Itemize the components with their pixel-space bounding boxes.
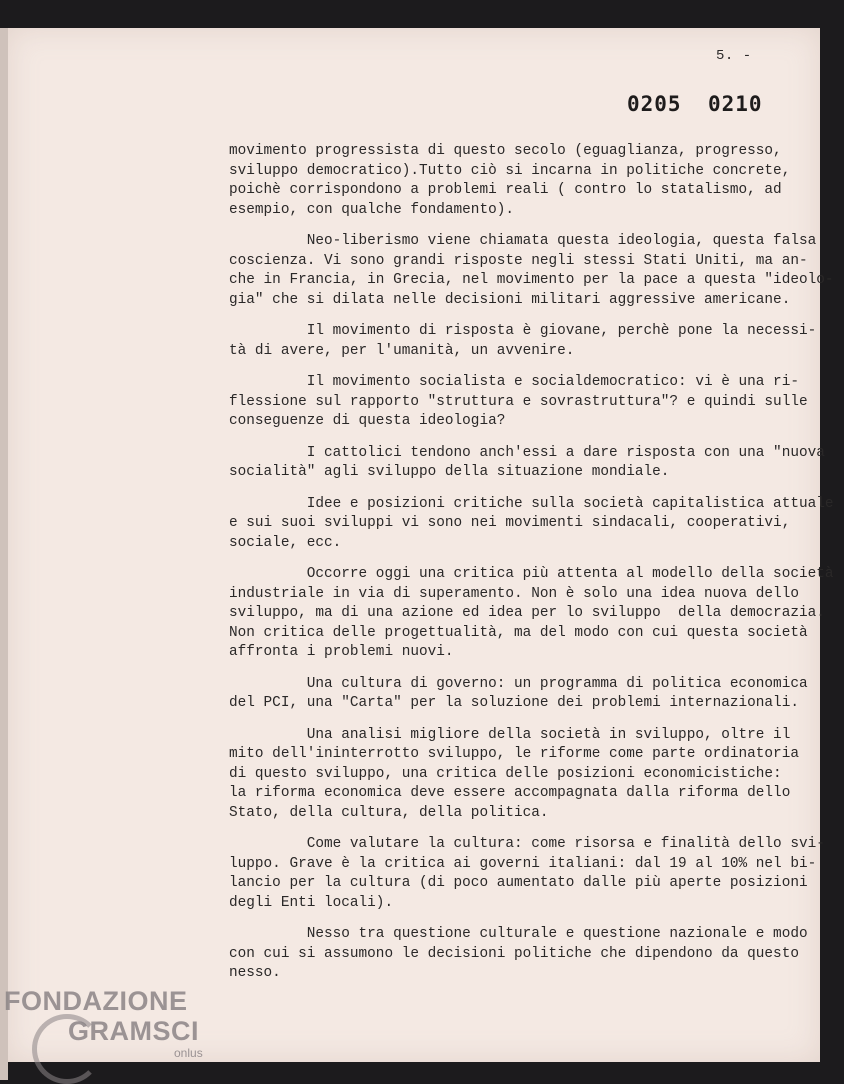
text-line: industriale in via di superamento. Non è solo una idea nuova dello bbox=[229, 585, 799, 602]
text-line: Occorre oggi una critica più attenta al modello della società bbox=[229, 566, 834, 582]
text-line: Nesso tra questione culturale e questione nazionale e modo bbox=[229, 926, 808, 942]
text-line: che in Francia, in Grecia, nel movimento per la pace a questa "ideolo- bbox=[229, 272, 834, 288]
text-line: del PCI, una "Carta" per la soluzione dei problemi internazionali. bbox=[229, 695, 799, 711]
text-line: mito dell'ininterrotto sviluppo, le riforme come parte ordinatoria bbox=[229, 746, 799, 762]
text-line: con cui si assumono le decisioni politiche che dipendono da questo bbox=[229, 945, 799, 962]
text-line: luppo. Grave è la critica ai governi italiani: dal 19 al 10% nel bi- bbox=[229, 855, 817, 872]
text-line: Il movimento socialista e socialdemocratico: vi è una ri- bbox=[229, 374, 799, 390]
watermark-line-2: GRAMSCI bbox=[68, 1016, 199, 1046]
text-line: esempio, con qualche fondamento). bbox=[229, 201, 514, 218]
paragraph bbox=[229, 835, 825, 913]
text-line: conseguenze di questa ideologia? bbox=[229, 413, 506, 429]
text-line: Una analisi migliore della società in sviluppo, oltre il bbox=[229, 726, 791, 743]
text-line: la riforma economica deve essere accompagnata dalla riforma dello bbox=[229, 785, 791, 801]
paragraph bbox=[229, 675, 808, 714]
text-line: lancio per la cultura (di poco aumentato dalle più aperte posizioni bbox=[229, 875, 808, 891]
paragraph bbox=[229, 232, 834, 310]
text-line: degli Enti locali). bbox=[229, 894, 394, 911]
text-line: coscienza. Vi sono grandi risposte negli stessi Stati Uniti, ma an- bbox=[229, 252, 808, 269]
paragraph bbox=[229, 495, 834, 554]
paragraph bbox=[229, 726, 799, 824]
text-line: poichè corrispondono a problemi reali ( contro lo statalismo, ad bbox=[229, 182, 782, 198]
text-line: Idee e posizioni critiche sulla società capitalistica attuale bbox=[229, 495, 834, 512]
page-edge bbox=[0, 28, 8, 1080]
text-line: nesso. bbox=[229, 965, 281, 981]
text-line: Una cultura di governo: un programma di politica economica bbox=[229, 675, 808, 692]
archive-stamp-left: 0205 bbox=[627, 92, 682, 116]
text-line: flessione sul rapporto "struttura e sovrastruttura"? e quindi sulle bbox=[229, 393, 808, 410]
paragraph bbox=[229, 925, 808, 984]
text-line: e sui suoi sviluppi vi sono nei movimenti sindacali, cooperativi, bbox=[229, 515, 791, 531]
watermark-line-1: FONDAZIONE bbox=[4, 986, 188, 1016]
archive-stamp-right: 0210 bbox=[708, 92, 763, 116]
text-line: gia" che si dilata nelle decisioni militari aggressive americane. bbox=[229, 291, 791, 308]
text-line: sociale, ecc. bbox=[229, 534, 342, 551]
text-line: Non critica delle progettualità, ma del modo con cui questa società bbox=[229, 624, 808, 641]
text-line: affronta i problemi nuovi. bbox=[229, 644, 454, 660]
text-line: sviluppo, ma di una azione ed idea per lo sviluppo della democrazia. bbox=[229, 605, 825, 621]
paragraph bbox=[229, 565, 834, 663]
text-line: I cattolici tendono anch'essi a dare risposta con una "nuova bbox=[229, 444, 825, 461]
paragraph bbox=[229, 322, 817, 361]
text-line: tà di avere, per l'umanità, un avvenire. bbox=[229, 342, 575, 359]
text-line: Come valutare la cultura: come risorsa e finalità dello svi- bbox=[229, 836, 825, 852]
paragraph bbox=[229, 373, 808, 432]
text-line: socialità" agli sviluppo della situazione mondiale. bbox=[229, 464, 670, 480]
watermark-logo bbox=[4, 986, 203, 1060]
paragraph bbox=[229, 444, 825, 483]
page-number: 5. - bbox=[716, 48, 752, 64]
watermark-line-3: onlus bbox=[174, 1046, 203, 1060]
document-body bbox=[229, 142, 834, 996]
text-line: Stato, della cultura, della politica. bbox=[229, 804, 549, 821]
text-line: Neo-liberismo viene chiamata questa ideologia, questa falsa bbox=[229, 233, 817, 249]
text-line: di questo sviluppo, una critica delle posizioni economicistiche: bbox=[229, 765, 782, 782]
text-line: Il movimento di risposta è giovane, perchè pone la necessi- bbox=[229, 323, 817, 339]
text-line: movimento progressista di questo secolo (eguaglianza, progresso, bbox=[229, 143, 782, 159]
paragraph bbox=[229, 142, 789, 220]
text-line: sviluppo democratico).Tutto ciò si incarna in politiche concrete, bbox=[229, 162, 791, 179]
